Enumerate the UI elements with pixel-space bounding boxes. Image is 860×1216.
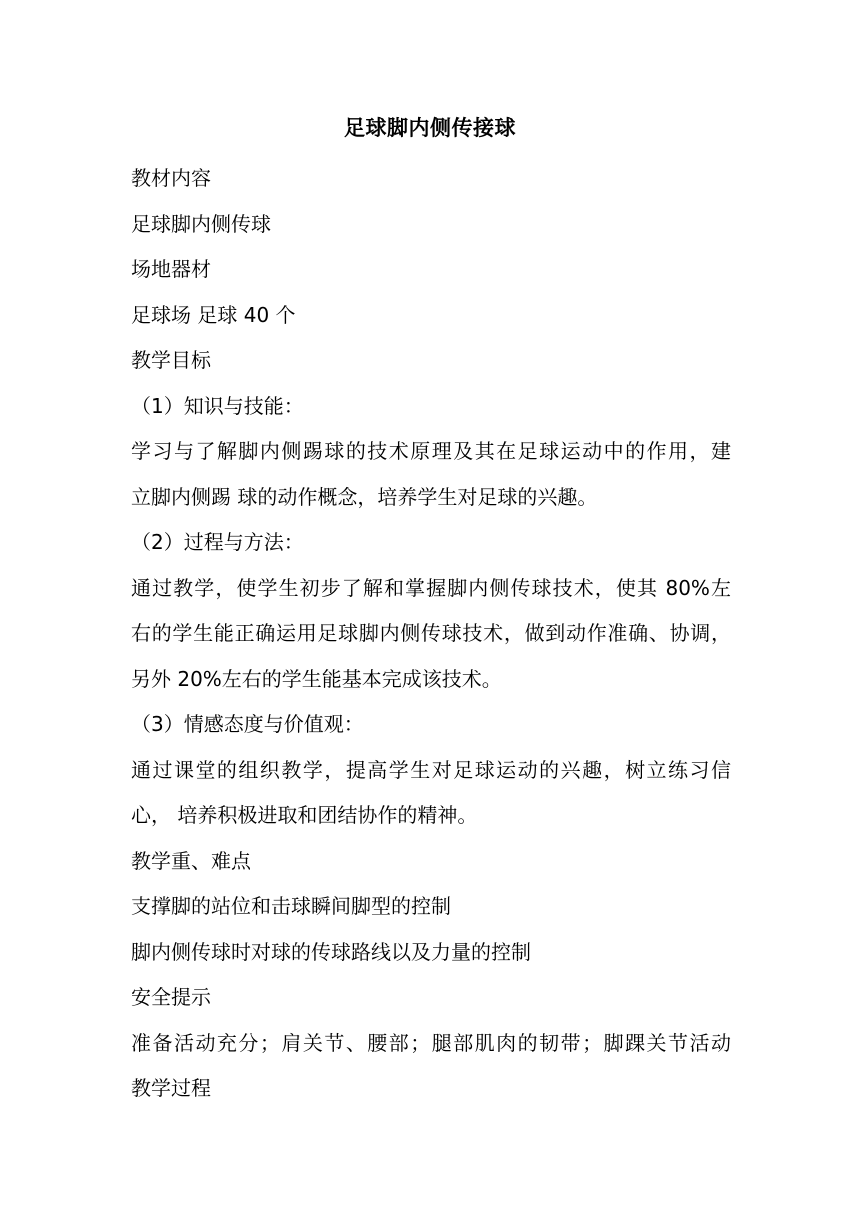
document-title: 足球脚内侧传接球	[344, 116, 516, 140]
section-heading-equipment: 场地器材	[131, 257, 211, 281]
objective-1-heading: （1）知识与技能：	[131, 393, 304, 418]
objective-2-heading: （2）过程与方法：	[131, 530, 304, 554]
section-heading-safety: 安全提示	[131, 985, 211, 1009]
section-heading-process: 教学过程	[131, 1076, 211, 1100]
section-heading-key-points: 教学重、难点	[131, 848, 251, 873]
section-heading-objectives: 教学目标	[131, 348, 211, 372]
safety-text: 准备活动充分；肩关节、腰部；腿部肌肉的韧带；脚踝关节活动	[131, 1030, 731, 1055]
objective-3-text-line-1: 通过课堂的组织教学，提高学生对足球运动的兴趣，树立练习信	[131, 757, 731, 782]
document-body	[131, 156, 731, 1112]
objective-3-heading: （3）情感态度与价值观：	[131, 712, 364, 736]
equipment-text: 足球场 足球 40 个	[131, 302, 296, 327]
materials-text: 足球脚内侧传球	[131, 211, 271, 236]
section-heading-materials: 教材内容	[131, 166, 211, 190]
key-point-2: 脚内侧传球时对球的传球路线以及力量的控制	[131, 939, 531, 964]
key-point-1: 支撑脚的站位和击球瞬间脚型的控制	[131, 894, 451, 918]
objective-3-text-line-2: 心， 培养积极进取和团结协作的精神。	[131, 803, 478, 827]
objective-2-text-line-3: 另外 20%左右的学生能基本完成该技术。	[131, 666, 502, 691]
objective-1-text-line-1: 学习与了解脚内侧踢球的技术原理及其在足球运动中的作用，建	[131, 439, 731, 463]
objective-1-text-line-2: 立脚内侧踢 球的动作概念，培养学生对足球的兴趣。	[131, 484, 598, 509]
objective-2-text-line-2: 右的学生能正确运用足球脚内侧传球技术，做到动作准确、协调，	[131, 621, 731, 645]
objective-2-text-line-1: 通过教学，使学生初步了解和掌握脚内侧传球技术，使其 80%左	[131, 575, 731, 600]
